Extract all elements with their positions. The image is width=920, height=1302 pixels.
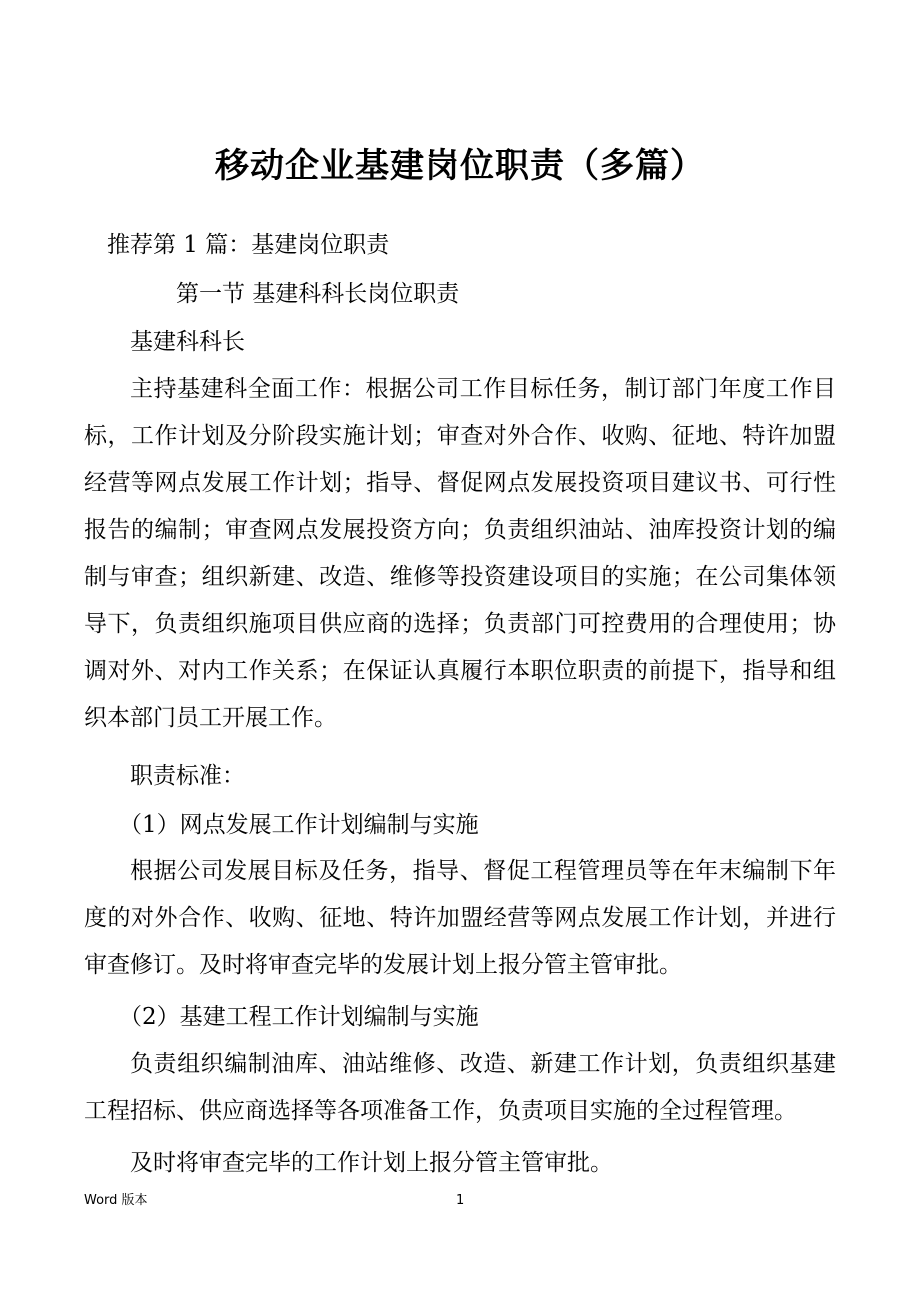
recommend-heading: 推荐第 1 篇：基建岗位职责 — [107, 232, 390, 258]
main-duty-paragraph: 主持基建科全面工作：根据公司工作目标任务，制订部门年度工作目标，工作计划及分阶段实施计划；审查对外合作、收购、征地、特许加盟经营等网点发展工作计划；指导、督促网点发展投资项目建议书、可行性报告的编制；审查网点发展投资方向；负责组织油站、油库投资计划的编制与审查；组织新建、改造、维修等投资建设项目的实施；在公司集体领导下，负责组织施项目供应商的选择；负责部门可控费用的合理使用；协调对外、对内工作关系；在保证认真履行本职位职责的前提下，指导和组织本部门员工开展工作。 — [84, 376, 836, 731]
item1-paragraph: 根据公司发展目标及任务，指导、督促工程管理员等在年末编制下年度的对外合作、收购、征地、特许加盟经营等网点发展工作计划，并进行审查修订。及时将审查完毕的发展计划上报分管主管审批。 — [84, 858, 836, 978]
item1-heading: （1）网点发展工作计划编制与实施 — [119, 812, 479, 838]
footer-word-version: Word 版本 — [84, 1193, 148, 1208]
item2-paragraph: 负责组织编制油库、油站维修、改造、新建工作计划，负责组织基建工程招标、供应商选择等各项准备工作，负责项目实施的全过程管理。 — [84, 1051, 836, 1124]
document-title: 移动企业基建岗位职责（多篇） — [215, 146, 705, 186]
page-number: 1 — [456, 1193, 465, 1208]
role-title: 基建科科长 — [130, 329, 245, 355]
item2-heading: （2）基建工程工作计划编制与实施 — [119, 1004, 479, 1030]
item2-tail: 及时将审查完毕的工作计划上报分管主管审批。 — [130, 1150, 613, 1176]
section-heading: 第一节 基建科科长岗位职责 — [176, 281, 460, 307]
standards-label: 职责标准： — [130, 763, 245, 789]
